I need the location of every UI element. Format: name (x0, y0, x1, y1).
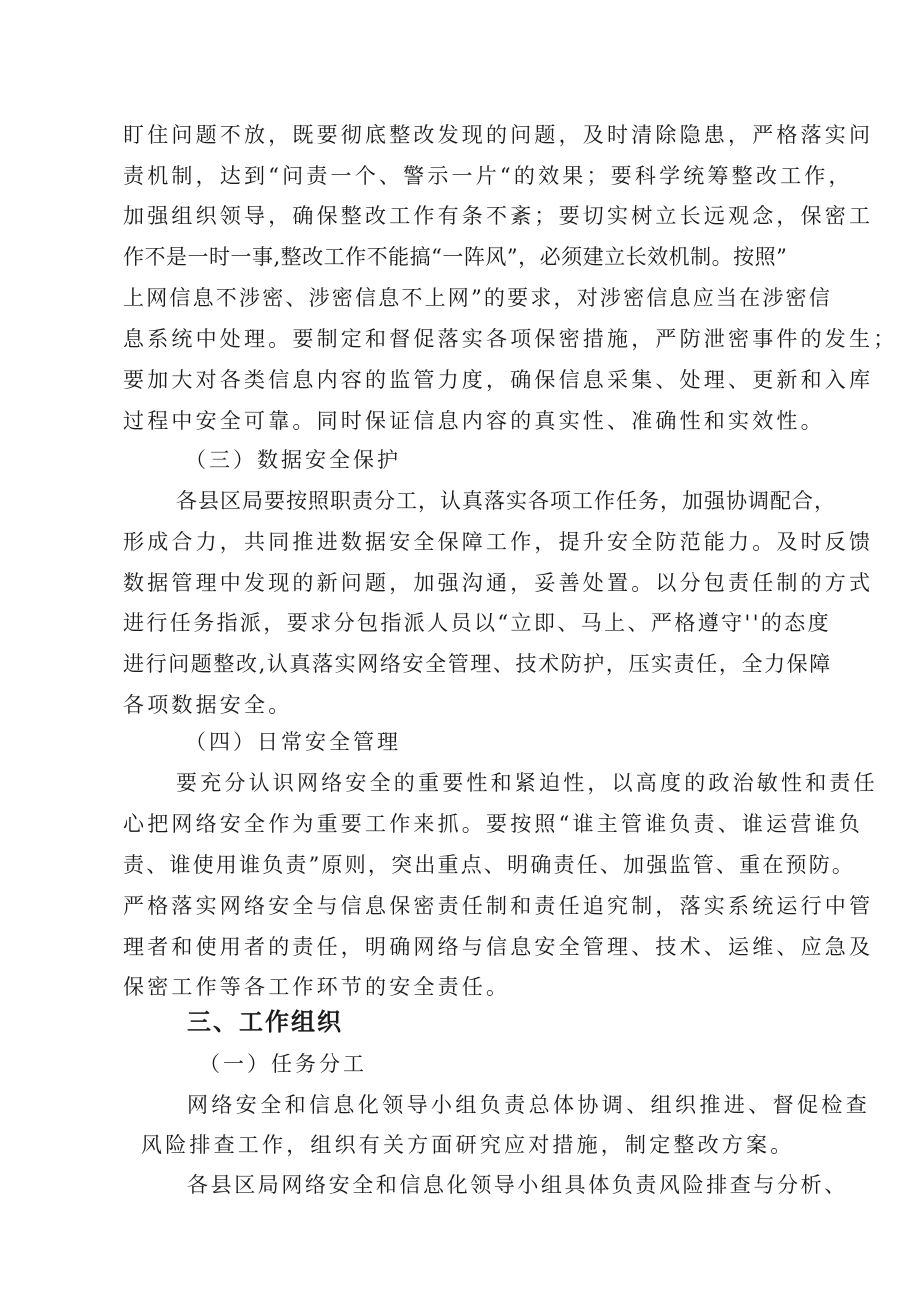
text-line: 进行任务指派，要求分包指派人员以“立即、马上、严格遵守''的态度 (123, 611, 832, 635)
text-line: 要充分认识网络安全的重要性和紧迫性，以高度的政治敏性和责任 (176, 771, 878, 795)
text-line: 盯住问题不放，既要彻底整改发现的问题，及时清除隐患，严格落实问 (123, 123, 874, 147)
subsection-heading: （三）数据安全保护 (185, 448, 401, 472)
text-line: 各县区局要按照职责分工，认真落实各项工作任务，加强协调配合， (176, 489, 836, 513)
text-line: 责、谁使用谁负责”原则，突出重点、明确责任、加强监管、重在预防。 (123, 853, 856, 877)
text-line: 各县区局网络安全和信息化领导小组具体负责风险排查与分析、 (187, 1173, 848, 1197)
text-line: 要加大对各类信息内容的监管力度，确保信息采集、处理、更新和入库 (123, 368, 874, 392)
text-line: 理者和使用者的责任，明确网络与信息安全管理、技术、运维、应急及 (123, 935, 874, 959)
text-line: 网络安全和信息化领导小组负责总体协调、组织推进、督促检查 (187, 1093, 871, 1117)
text-line: 数据管理中发现的新问题，加强沟通，妥善处置。以分包责任制的方式 (123, 571, 874, 595)
text-line: 风险排查工作，组织有关方面研究应对措施，制定整改方案。 (141, 1133, 795, 1157)
text-line: 过程中安全可靠。同时保证信息内容的真实性、准确性和实效性。 (123, 409, 825, 433)
text-line: 上网信息不涉密、涉密信息不上网”的要求，对涉密信息应当在涉密信 (123, 286, 832, 310)
subsection-heading: （四）日常安全管理 (185, 730, 401, 754)
section-title: 三、工作组织 (187, 1008, 343, 1036)
text-line: 各项数据安全。 (123, 693, 293, 717)
subsection-heading: （一）任务分工 (199, 1052, 367, 1076)
text-line: 形成合力，共同推进数据安全保障工作，提升安全防范能力。及时反馈 (123, 530, 874, 554)
text-line: 保密工作等各工作环节的安全责任。 (123, 975, 511, 999)
text-line: 进行问题整改,认真落实网络安全管理、技术防护，压实责任，全力保障 (123, 652, 832, 676)
text-line: 心把网络安全作为重要工作来抓。要按照“谁主管谁负责、谁运营谁负 (123, 812, 863, 836)
text-line: 严格落实网络安全与信息保密责任制和责任追究制，落实系统运行中管 (123, 894, 874, 918)
text-line: 作不是一时一事,整改工作不能搞“一阵风”，必须建立长效机制。按照” (123, 245, 788, 269)
text-line: 息系统中处理。要制定和督促落实各项保密措施，严防泄密事件的发生； (123, 327, 898, 351)
text-line: 加强组织领导，确保整改工作有条不紊；要切实树立长远观念，保密工 (123, 204, 874, 228)
text-line: 责机制，达到“问责一个、警示一片“的效果；要科学统筹整改工作， (123, 164, 853, 188)
